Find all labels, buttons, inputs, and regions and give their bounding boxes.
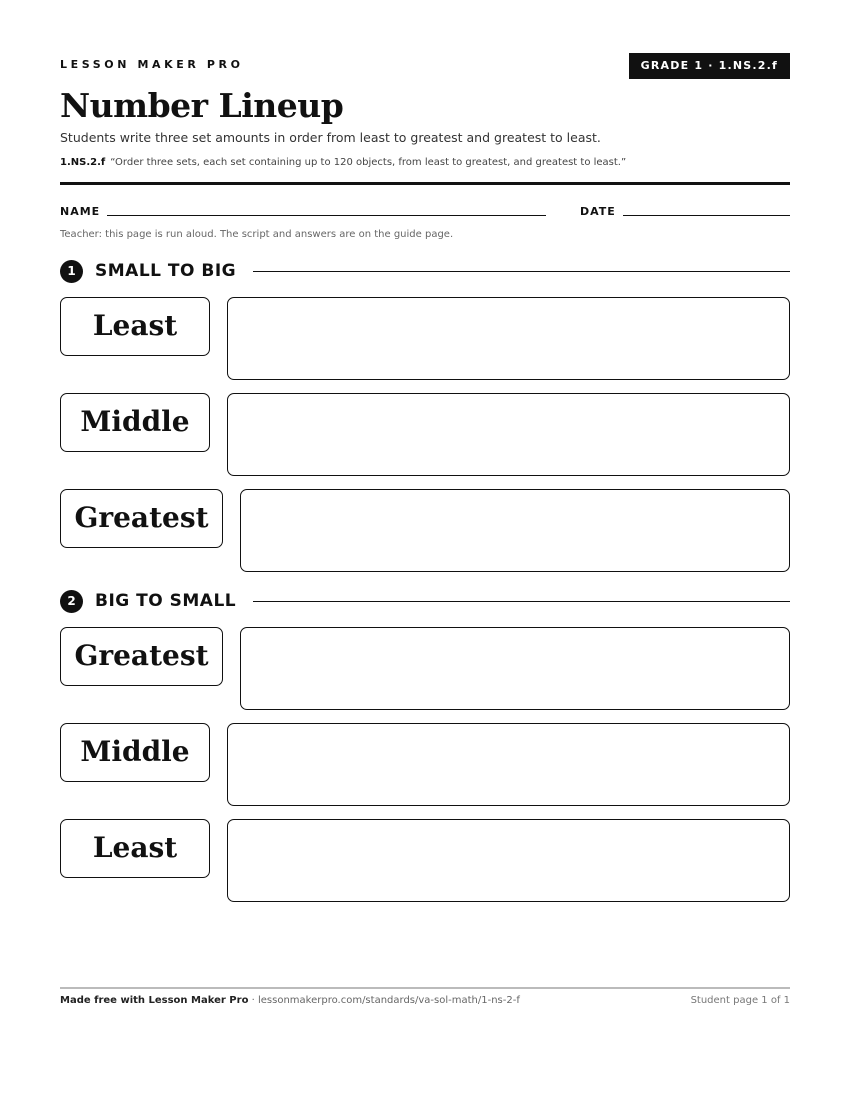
teacher-note: Teacher: this page is run aloud. The script and answers are on the guide page. [60,229,454,240]
section-1-rule [253,271,790,272]
footer-page-info: Student page 1 of 1 [690,995,790,1006]
footer-divider [60,987,790,989]
row-label-least: Least [60,297,210,356]
answer-box-middle[interactable] [227,393,790,476]
brand-name: LESSON MAKER PRO [60,58,244,71]
section-1-title: SMALL TO BIG [95,261,237,281]
answer-box-middle[interactable] [227,723,790,806]
standard-code: 1.NS.2.f [60,157,106,168]
section-2-number-badge: 2 [60,590,83,613]
footer-url[interactable]: · lessonmakerpro.com/standards/va-sol-math/1-ns-2-f [248,995,520,1006]
answer-box-greatest[interactable] [240,489,790,572]
section-2-header [60,589,790,613]
page-subtitle: Students write three set amounts in order from least to greatest and greatest to least. [60,130,601,145]
grade-badge: GRADE 1 · 1.NS.2.f [629,53,790,79]
section-1-number-badge: 1 [60,260,83,283]
date-field[interactable] [623,215,790,216]
answer-box-greatest[interactable] [240,627,790,710]
footer-credit [60,995,520,1006]
section-2-title: BIG TO SMALL [95,591,237,611]
footer-made-with: Made free with Lesson Maker Pro [60,995,249,1006]
row-label-middle: Middle [60,723,210,782]
row-label-least: Least [60,819,210,878]
page-title: Number Lineup [60,86,344,125]
row-label-greatest: Greatest [60,627,223,686]
answer-box-least[interactable] [227,819,790,902]
date-label: DATE [580,205,616,218]
row-label-greatest: Greatest [60,489,223,548]
standard-line [60,157,626,168]
section-2-rule [253,601,790,602]
answer-box-least[interactable] [227,297,790,380]
header-divider [60,182,790,185]
row-label-middle: Middle [60,393,210,452]
standard-text: “Order three sets, each set containing up to 120 objects, from least to greatest, and greatest to least.” [110,157,627,168]
name-label: NAME [60,205,101,218]
name-field[interactable] [107,215,546,216]
section-1-header [60,259,790,283]
worksheet-page [60,0,790,1100]
